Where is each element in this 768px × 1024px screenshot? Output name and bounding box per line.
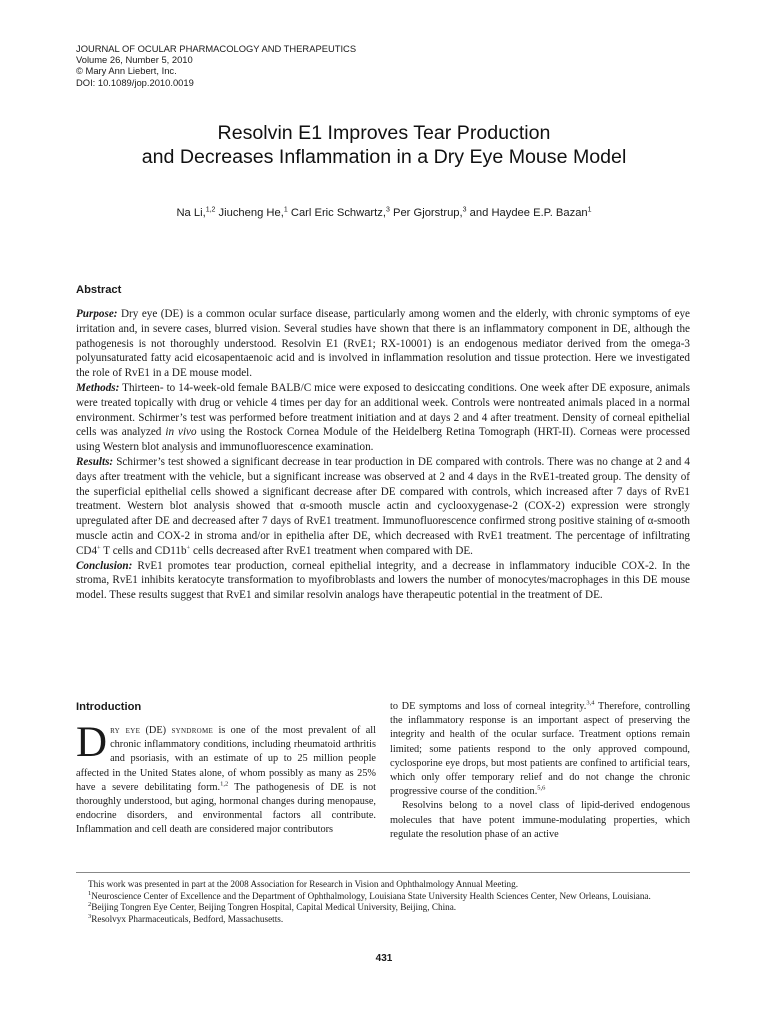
page-number: 431	[375, 953, 393, 964]
author-list	[60, 207, 708, 219]
footnotes	[76, 879, 690, 925]
footnote-affiliation-2	[76, 902, 690, 914]
affiliation-text: Resolvyx Pharmaceuticals, Bedford, Massachusetts.	[91, 913, 284, 924]
methods-italic: in vivo	[165, 426, 197, 439]
title-line-2: and Decreases Inflammation in a Dry Eye Mouse Model	[141, 146, 627, 168]
citation: 1,2	[220, 780, 229, 788]
author-affiliation: 1	[587, 206, 592, 214]
author-affiliation: 1	[283, 206, 288, 214]
author-affiliation: 3	[462, 206, 467, 214]
results-text-end: cells decreased after RvE1 treatment when compared with DE.	[190, 544, 473, 557]
affiliation-number: 2	[88, 901, 92, 909]
abstract-purpose	[76, 307, 690, 381]
author-name: Per Gjorstrup,	[393, 207, 463, 219]
smallcaps-text: syndrome	[171, 725, 214, 736]
conclusion-text: RvE1 promotes tear production, corneal epithelial integrity, and a decrease in inflammatory inducible COX-2. In the stroma, RvE1 inhibits keratocyte transformation to myofibroblasts and lowers the number of monocytes/macrophages in this DE mouse model. These results suggest that RvE1 and similar resolvin analogs have therapeutic potential in the treatment of DE.	[76, 559, 690, 602]
results-sup: +	[186, 544, 191, 552]
author-separator: and	[466, 207, 492, 219]
conclusion-label: Conclusion:	[76, 559, 133, 572]
title-line-1: Resolvin E1 Improves Tear Production	[217, 122, 551, 144]
journal-name: JOURNAL OF OCULAR PHARMACOLOGY AND THERAPEUTICS	[76, 43, 357, 54]
affiliation-text: Beijing Tongren Eye Center, Beijing Tongren Hospital, Capital Medical University, Beijing, China.	[91, 902, 457, 913]
results-text: Schirmer’s test showed a significant decrease in tear production in DE compared with controls. There was no change at 2 and 4 days after treatment with the vehicle, but a significant increase was observed at 2 and 4 days in the RvE1-treated group. The density of the superficial epithelial cells showed a significant decrease after DE compared with controls, which increased after 7 days of RvE1 treatment. Western blot analysis showed that α-smooth muscle actin and cyclooxygenase-2 (COX-2) expression were strongly upregulated after DE and decreased after 7 days of RvE1 treatment. Immunofluorescence confirmed strong positive staining of α-smooth muscle actin and COX-2 in stroma and/or in epithelia after DE, which decreased with RvE1 treatment. The percentage of infiltrating CD4	[76, 455, 690, 557]
intro-heading: Introduction	[76, 701, 142, 713]
methods-label: Methods:	[76, 381, 120, 394]
abstract-methods	[76, 381, 690, 455]
affiliation-text: Neuroscience Center of Excellence and the Department of Ophthalmology, Louisiana State University Health Sciences Center, New Orleans, Louisiana.	[91, 890, 651, 901]
intro-text: (DE)	[140, 725, 172, 736]
journal-volume: Volume 26, Number 5, 2010	[76, 54, 193, 66]
author-affiliation: 3	[385, 206, 390, 214]
footnote-affiliation-1	[76, 891, 690, 903]
results-text-mid: T cells and CD11b	[100, 544, 187, 557]
abstract-results	[76, 455, 690, 559]
intro-column-left	[76, 700, 376, 838]
purpose-text: Dry eye (DE) is a common ocular surface disease, particularly among women and the elderly, with chronic symptoms of eye irritation and, in severe cases, blurred vision. Several studies have shown that there is an inflammatory component in DE, although the pathogenesis is not thoroughly understood. Resolvin E1 (RvE1; RX-10001) is an endogenous mediator derived from the omega-3 polyunsaturated fatty acid eicosapentaenoic acid and is involved in inflammation resolution and tissue protection. Here we investigated the role of RvE1 in a DE mouse model.	[76, 308, 690, 380]
abstract-conclusion	[76, 559, 690, 603]
citation: 3,4	[586, 699, 595, 707]
footnote-divider	[76, 872, 690, 873]
citation: 5,6	[537, 784, 546, 792]
abstract-heading: Abstract	[76, 284, 122, 296]
author-name: Na Li,	[176, 207, 206, 219]
author-affiliation: 1,2	[205, 206, 216, 214]
journal-doi: DOI: 10.1089/jop.2010.0019	[76, 76, 194, 88]
affiliation-number: 1	[88, 889, 92, 897]
results-sup: +	[97, 544, 101, 552]
journal-header	[76, 43, 476, 88]
intro-text: Therefore, controlling the inflammatory response is an important aspect of preserving the integrity and health of the ocular surface. Treatment options remain limited; some patients respond to the only approved compound, cyclosporine eye drops, but most patients are confined to artificial tears, which only offer temporary relief and do not change the chronic progressive course of the condition.	[390, 701, 690, 798]
author-name: Jiucheng He,	[218, 207, 284, 219]
abstract-body	[76, 307, 690, 603]
intro-paragraph-1	[76, 719, 376, 838]
intro-paragraph-1-cont	[390, 700, 690, 799]
methods-text-end: using the Rostock Cornea Module of the Heidelberg Retina Tomograph (HRT-II). Corneas were processed using Western blot analysis and immunofluorescence examination.	[76, 426, 690, 454]
smallcaps-text: ry eye	[110, 725, 141, 736]
article-title	[60, 121, 708, 169]
intro-text: is one of the most prevalent of all chronic inflammatory conditions, including rheumatoid arthritis and psoriasis, with an estimate of up to 25 million people affected in the United States alone, of whom possibly as many as 25% have a severe debilitating form.	[76, 725, 376, 793]
author-name: Haydee E.P. Bazan	[491, 207, 588, 219]
methods-text: Thirteen- to 14-week-old female BALB/C mice were exposed to desiccating conditions. One week after DE exposure, animals were treated topically with drug or vehicle 4 times per day for an additional week. Controls were nontreated animals placed in a normal environment. Schirmer’s test was performed before treatment initiation and at days 2 and 4 after treatment. Density of corneal epithelial cells was analyzed	[76, 381, 690, 439]
affiliation-number: 3	[88, 912, 92, 920]
journal-copyright: © Mary Ann Liebert, Inc.	[76, 65, 177, 77]
intro-text: The pathogenesis of DE is not thoroughly understood, but aging, hormonal changes during menopause, endocrine disorders, and environmental factors all contribute. Inflammation and cell death are considered major contributors	[76, 781, 376, 836]
purpose-label: Purpose:	[76, 308, 118, 320]
intro-paragraph-2: Resolvins belong to a novel class of lipid-derived endogenous molecules that have potent immune-modulating properties, which regulate the resolution phase of an active	[390, 800, 690, 840]
results-label: Results:	[76, 455, 114, 468]
footnote-presented: This work was presented in part at the 2008 Association for Research in Vision and Ophthalmology Annual Meeting.	[88, 879, 518, 889]
drop-cap: D	[76, 719, 108, 766]
intro-text: to DE symptoms and loss of corneal integrity.	[390, 701, 587, 712]
author-name: Carl Eric Schwartz,	[290, 207, 386, 219]
intro-column-right	[390, 700, 690, 842]
footnote-affiliation-3	[76, 914, 690, 926]
